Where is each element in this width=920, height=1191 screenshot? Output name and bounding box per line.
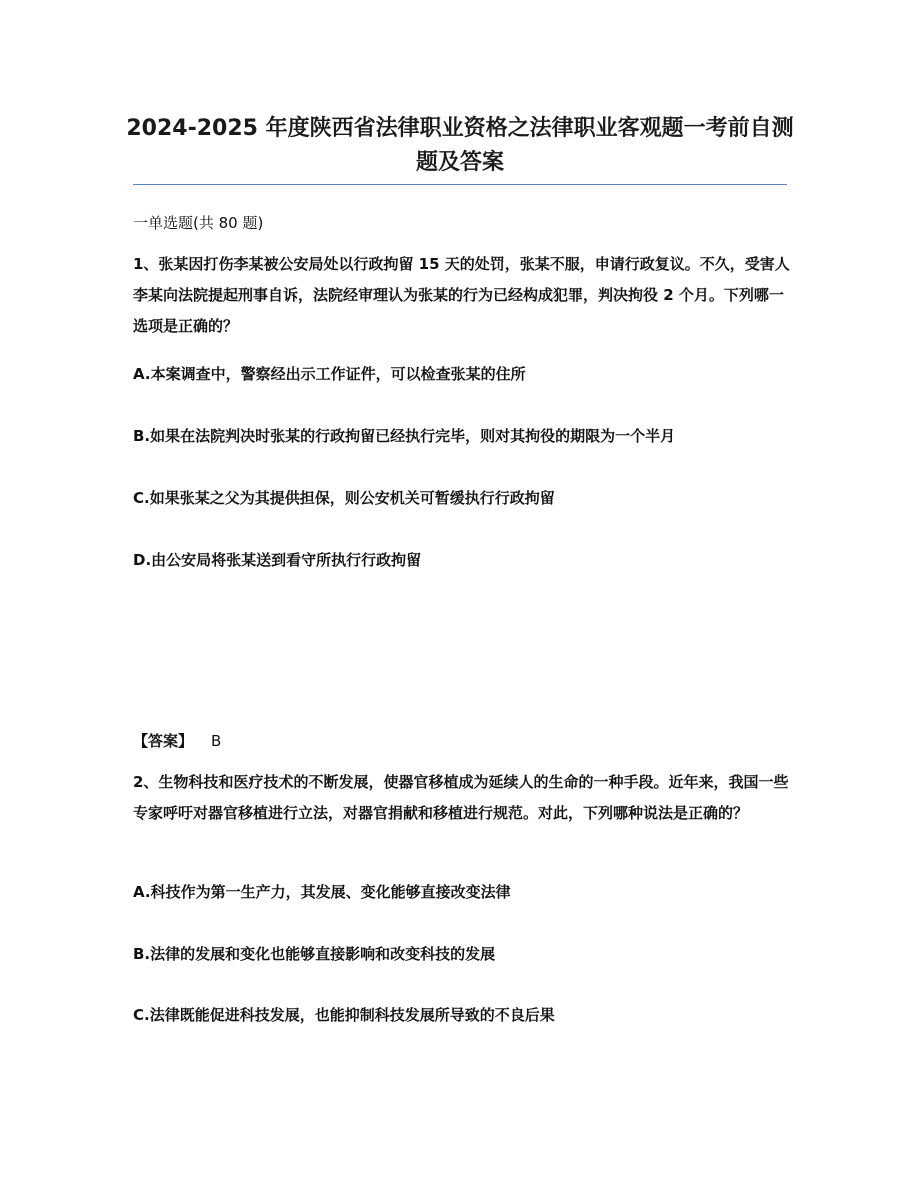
section-heading: 一单选题(共 80 题): [133, 214, 264, 232]
question-2-option-b: B.法律的发展和变化也能够直接影响和改变科技的发展: [133, 945, 496, 963]
question-1-stem: 1、张某因打伤李某被公安局处以行政拘留 15 天的处罚，张某不服，申请行政复议。不久，受害人李某向法院提起刑事自诉，法院经审理认为张某的行为已经构成犯罪，判决拘役 2 个月。下列哪一选项是正确的？: [133, 255, 790, 335]
document-title: 2024-2025 年度陕西省法律职业资格之法律职业客观题一考前自测题及答案: [126, 116, 794, 175]
question-1-option-c: C.如果张某之父为其提供担保，则公安机关可暂缓执行行政拘留: [133, 489, 555, 507]
answer-label: 【答案】: [133, 732, 194, 750]
question-1-option-d: D.由公安局将张某送到看守所执行行政拘留: [133, 551, 422, 569]
question-1-option-a: A.本案调查中，警察经出示工作证件，可以检查张某的住所: [133, 365, 526, 383]
question-1-option-b: B.如果在法院判决时张某的行政拘留已经执行完毕，则对其拘役的期限为一个半月: [133, 427, 676, 445]
title-divider: [133, 184, 787, 185]
answer-value: B: [211, 732, 222, 750]
question-2-stem: 2、生物科技和医疗技术的不断发展，使器官移植成为延续人的生命的一种手段。近年来，我国一些专家呼吁对器官移植进行立法，对器官捐献和移植进行规范。对此，下列哪种说法是正确的？: [133, 773, 789, 822]
question-2-option-c: C.法律既能促进科技发展，也能抑制科技发展所导致的不良后果: [133, 1006, 555, 1024]
question-1-answer: [133, 731, 793, 751]
question-2-option-a: A.科技作为第一生产力，其发展、变化能够直接改变法律: [133, 883, 511, 901]
